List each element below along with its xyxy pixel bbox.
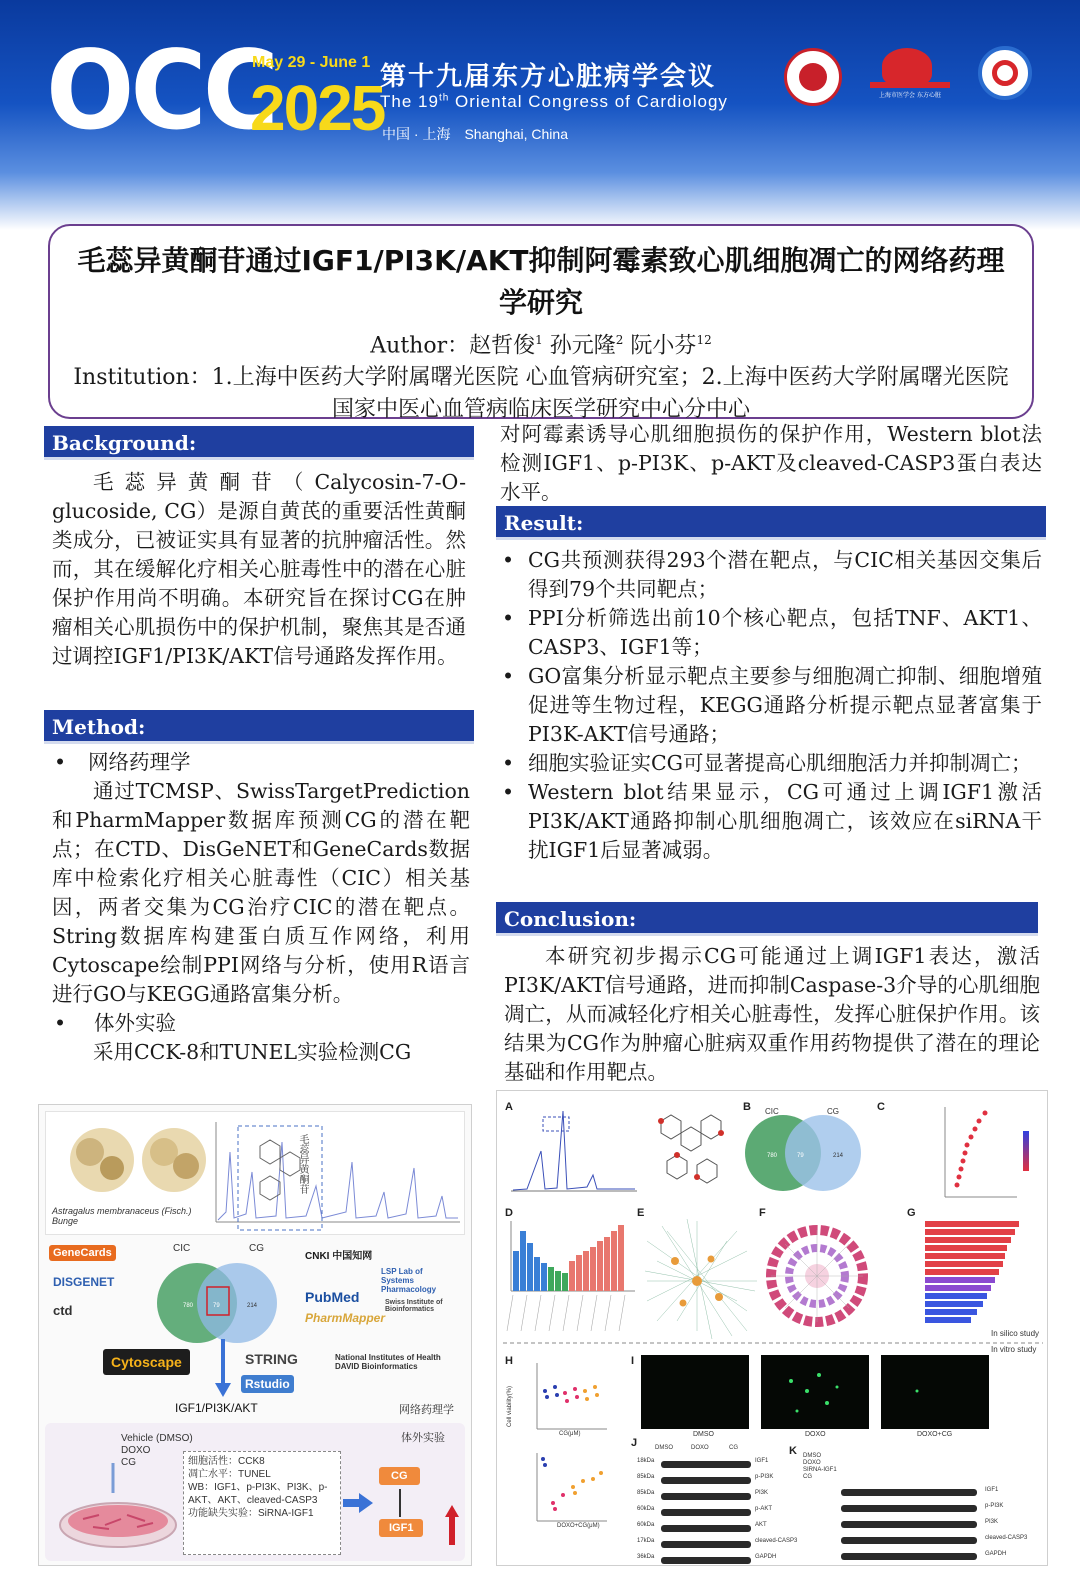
tunel-label: DOXO [805,1431,826,1438]
doxo-label: DOXO [121,1445,151,1456]
occ-logo-text: OCC [46,25,276,155]
wb-group: DOXO [691,1445,709,1451]
k-condition: CG [803,1474,812,1480]
occ-emblem-icon [978,46,1032,100]
cnki-logo: CNKI 中国知网 [305,1251,373,1262]
k-protein: IGF1 [985,1487,999,1493]
background-text: 毛蕊异黄酮苷（Calycosin-7-O-glucoside, CG）是源自黄芪的重要活性黄酮类成分，已被证实具有显著的抗肿瘤活性。然而，其在缓解化疗相关心脏毒性中的潜在心脏保护作用尚不明确。本研究旨在探讨CG在肿瘤相关心肌损伤中的保护机制，聚焦其是否通过调控IGF1/PI3K/AKT信号通路发挥作用。 [52,470,466,668]
congress-location: 中国 · 上海 Shanghai, China [382,126,568,142]
protein-label: p-AKT [755,1506,773,1512]
method-vitro-text: 采用CCK-8和TUNEL实验检测CG [93,1040,412,1064]
rstudio-logo: Rstudio [241,1375,294,1393]
cytoscape-logo: Cytoscape [103,1349,190,1375]
panel-label: H [505,1355,513,1367]
method-continued-text: 对阿霉素诱导心肌细胞损伤的保护作用，Western blot法检测IGF1、p-PI3K、p-AKT及cleaved-CASP3蛋白表达水平。 [500,422,1042,504]
poster-title: 毛蕊异黄酮苷通过IGF1/PI3K/AKT抑制阿霉素致心肌细胞凋亡的网络药理学研究 [77,244,1005,319]
pubmed-logo: PubMed [305,1289,360,1305]
h-xlabel: CG(μM) [559,1431,581,1437]
k-protein: GAPDH [985,1551,1007,1557]
society-logo-icon [784,48,842,106]
kda-label: 60kDa [637,1506,655,1512]
genecards-logo: GeneCards [49,1245,116,1261]
network-pharmacology-label: 网络药理学 [399,1404,454,1416]
b-venn-right-label: CG [827,1107,839,1116]
panel-label: I [631,1355,635,1367]
h-xlabel-2: DOXO+CG(μM) [557,1523,600,1529]
results-figure-graphics [497,1091,1048,1566]
pathway-label: IGF1/PI3K/AKT [175,1401,258,1415]
assay-item: 功能缺失实验：SiRNA-IGF1 [188,1508,314,1519]
k-condition: DOXO [803,1460,821,1466]
kda-label: 18kDa [637,1458,655,1464]
k-protein: cleaved-CASP3 [985,1535,1028,1541]
k-condition: DMSO [803,1453,821,1459]
background-heading: Background: [44,426,474,460]
protein-label: p-PI3K [755,1474,774,1480]
result-item: • Western blot结果显示，CG可通过上调IGF1激活PI3K/AKT通路抑制心肌细胞凋亡，该效应在siRNA干扰IGF1后显著减弱。 [500,778,1042,865]
in-vitro-label: In vitro study [991,1345,1037,1354]
b-venn-left-label: CIC [765,1107,779,1116]
k-condition: SIRNA-IGF1 [803,1467,837,1473]
panel-label: D [505,1207,513,1219]
flow-cg-box: CG [379,1467,420,1485]
panel-label: F [759,1207,766,1219]
kda-label: 36kDa [637,1554,655,1560]
down-arrow-icon [215,1383,231,1397]
conclusion-heading: Conclusion: [496,902,1038,936]
kda-label: 85kDa [637,1474,655,1480]
lsp-logo: LSP Lab of Systems Pharmacology [381,1267,437,1294]
protein-label: GAPDH [755,1554,777,1560]
protein-label: PI3K [755,1490,769,1496]
ctd-logo: ctd [53,1303,73,1318]
pharmmapper-logo: PharmMapper [305,1311,386,1325]
k-protein: p-PI3K [985,1503,1004,1509]
kda-label: 60kDa [637,1522,655,1528]
conclusion-text: 本研究初步揭示CG可能通过上调IGF1表达，激活PI3K/AKT信号通路，进而抑制Caspase-3介导的心肌细胞凋亡，从而减轻化疗相关心脏毒性，发挥心脏保护作用。该结果为CG作为肿瘤心脏病双重作用药物提供了潜在的理论基础和作用靶点。 [504,944,1040,1084]
panel-label: B [743,1101,751,1113]
method-bullet-vitro: • 体外实验 [52,1009,470,1038]
venn-right-count: 214 [247,1303,258,1309]
assay-item: 凋亡水平：TUNEL [188,1469,271,1480]
h-ylabel: Cell viability(%) [507,1385,513,1427]
herb-panel [45,1111,465,1235]
result-list [500,546,1042,865]
result-item: • GO富集分析显示靶点主要参与细胞凋亡抑制、细胞增殖促进等生物过程，KEGG通路分析提示靶点显著富集于PI3K-AKT信号通路； [500,662,1042,749]
method-network-text: 通过TCMSP、SwissTargetPrediction和PharmMapper数据库预测CG的潜在靶点；在CTD、DisGeNET和GeneCards数据库中检索化疗相关心脏毒性（CIC）相关基因，两者交集为CG治疗CIC的潜在靶点。String数据库构建蛋白质互作网络，利用Cytoscape绘制PPI网络与分析，使用R语言进行GO与KEGG通路富集分析。 [52,779,470,1006]
vehicle-label: Vehicle (DMSO) [121,1433,193,1444]
sib-logo: Swiss Institute of Bioinformatics [385,1299,443,1313]
tunel-label: DOXO+CG [917,1431,953,1438]
venn-left-count: 780 [183,1303,194,1309]
header-banner [0,0,1080,230]
kda-label: 85kDa [637,1490,655,1496]
protein-label: AKT [755,1522,767,1528]
culture-dish-icon [53,1463,183,1553]
protein-label: IGF1 [755,1458,769,1464]
result-item: • CG共预测获得293个潜在靶点，与CIC相关基因交集后得到79个共同靶点； [500,546,1042,604]
right-arrow-icon [343,1493,373,1513]
k-protein: PI3K [985,1519,999,1525]
wb-group: DMSO [655,1445,673,1451]
disgenet-logo: DISGENET [53,1275,115,1289]
venn-diagram-left [149,1251,289,1351]
method-heading: Method: [44,710,474,744]
assay-item: 细胞活性：CCK8 [188,1456,265,1467]
results-figure [496,1090,1048,1566]
congress-title-en: The 19th Oriental Congress of Cardiology [380,92,728,111]
method-text [52,748,470,1067]
congress-title-cn: 第十九届东方心脏病学会议 [380,62,717,92]
network-pharmacology-figure [38,1104,472,1566]
b-venn-right-count: 214 [833,1153,844,1159]
result-item: • 细胞实验证实CG可显著提高心肌细胞活力并抑制凋亡； [500,749,1042,778]
in-vitro-label: 体外实验 [401,1432,445,1444]
wb-group: CG [729,1445,738,1451]
compound-label: 毛蕊异黄酮苷 [297,1134,308,1194]
panel-label: C [877,1101,885,1113]
kda-label: 17kDa [637,1538,655,1544]
tunel-label: DMSO [693,1431,714,1438]
venn-left-label: CIC [173,1243,191,1254]
in-vitro-panel [45,1423,465,1561]
title-box [48,224,1034,423]
congress-dates: May 29 - June 1 [252,54,371,71]
up-arrow-icon [445,1505,459,1545]
congress-year: 2025 [250,72,385,144]
nih-logo: National Institutes of Health DAVID Bioinformatics [335,1353,441,1371]
assay-item: WB：IGF1、p-PI3K、PI3K、p-AKT、AKT、cleaved-CASP3 [188,1482,328,1506]
panel-label: A [505,1101,513,1113]
flow-igf1-box: IGF1 [379,1519,423,1537]
dongfang-logo-icon: 上海市医学会 东方心脏 [864,44,956,102]
author-line: Author：赵哲俊$^1$ 孙元隆$^2$ 阮小芬$^{12}$ [370,333,712,359]
panel-label: E [637,1207,645,1219]
assay-list [183,1451,341,1555]
panel-label: K [789,1445,797,1457]
b-venn-left-count: 780 [767,1153,778,1159]
cg-label: CG [121,1457,136,1468]
result-item: • PPI分析筛选出前10个核心靶点，包括TNF、AKT1、CASP3、IGF1等； [500,604,1042,662]
venn-right-label: CG [249,1243,264,1254]
institution-line: Institution：1.上海中医药大学附属曙光医院 心血管病研究室；2.上海中医药大学附属曙光医院 国家中医心血管病临床医学研究中心分中心 [73,365,1009,423]
panel-label: G [907,1207,916,1219]
string-logo: STRING [245,1351,298,1367]
in-silico-label: In silico study [991,1329,1040,1338]
database-panel [45,1239,465,1413]
method-bullet-network: • 网络药理学 [52,748,470,777]
herb-caption: Astragalus membranaceus (Fisch.) Bunge [52,1206,192,1226]
result-heading: Result: [496,506,1046,540]
panel-label: J [631,1437,638,1449]
venn-mid-count: 79 [213,1303,220,1309]
protein-label: cleaved-CASP3 [755,1538,798,1544]
b-venn-mid-count: 79 [797,1153,804,1159]
